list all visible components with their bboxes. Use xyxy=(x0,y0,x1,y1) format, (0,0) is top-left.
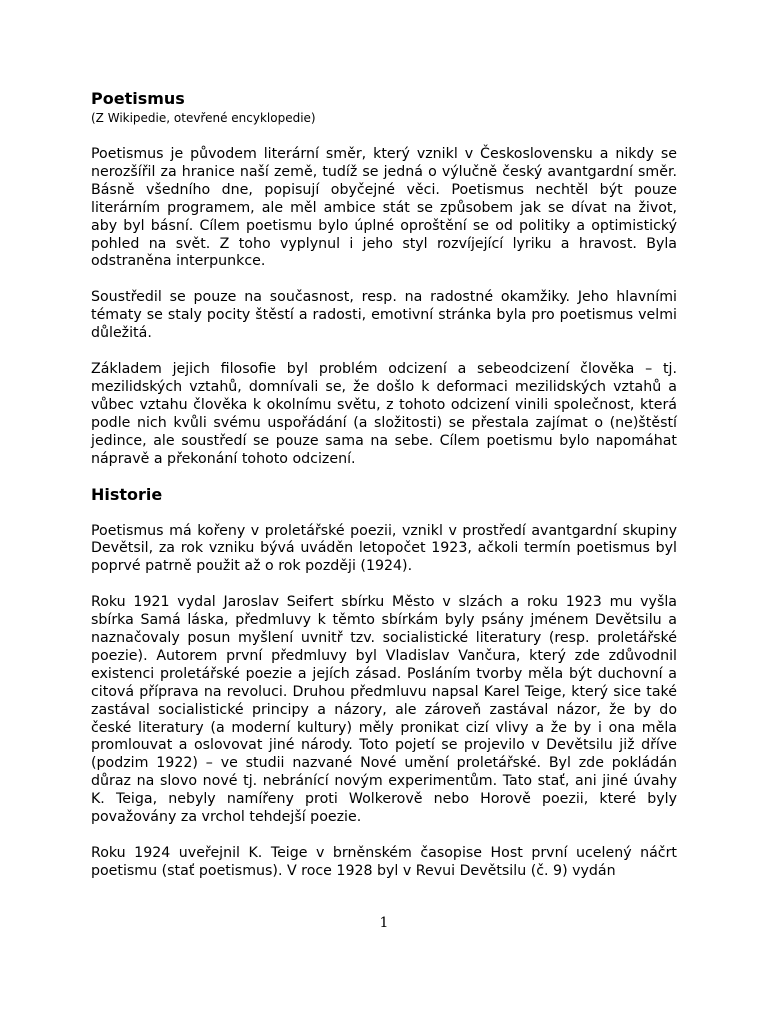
paragraph: Základem jejich filosofie byl problém odcizení a sebeodcizení člověka – tj. mezilidských vztahů, domnívali se, že došlo k deformaci mezilidských vztahů a vůbec vztahu člověka k okolnímu světu, z tohoto odcizení vinili společnost, která podle nich kvůli svému uspořádání (a složitosti) se přestala zajímat o (ne)štěstí jedince, ale soustředí se pouze sama na sebe. Cílem poetismu bylo napomáhat nápravě a překonání tohoto odcizení. xyxy=(91,361,677,467)
paragraph: Roku 1921 vydal Jaroslav Seifert sbírku Město v slzách a roku 1923 mu vyšla sbírka Samá láska, předmluvy k těmto sbírkám byly psány jménem Devětsilu a naznačovaly posun myšlení uvnitř tzv. socialistické literatury (resp. proletářské poezie). Autorem první předmluvy byl Vladislav Vančura, který zde zdůvodnil existenci proletářské poezie a jejích zásad. Posláním tvorby měla být duchovní a citová příprava na revoluci. Druhou předmluvu napsal Karel Teige, který sice také zastával socialistické principy a názory, ale zároveň zastával názor, že by do české literatury (a moderní kultury) měly pronikat cizí vlivy a že by i ona měla promlouvat a oslovovat jiné národy. Toto pojetí se projevilo v Devětsilu již dříve (podzim 1922) – ve studii nazvané Nové umění proletářské. Byl zde pokládán důraz na slovo nové tj. nebránící novým experimentům. Tato stať, ani jiné úvahy K. Teiga, nebyly namířeny proti Wolkerově nebo Horově poezii, které byly považovány za vrchol tehdejší poezie. xyxy=(91,594,677,826)
paragraph: Poetismus má kořeny v proletářské poezii, vznikl v prostředí avantgardní skupiny Devětsil, za rok vzniku bývá uváděn letopočet 1923, ačkoli termín poetismus byl poprvé patrně použit až o rok později (1924). xyxy=(91,522,677,575)
paragraph: Poetismus je původem literární směr, který vznikl v Československu a nikdy se nerozšířil za hranice naší země, tudíž se jedná o výlučně český avantgardní směr. Básně všedního dne, popisují obyčejné věci. Poetismus nechtěl být pouze literárním programem, ale měl ambice stát se způsobem jak se dívat na život, aby byl básní. Cílem poetismu bylo úplné oproštění se od politiky a optimistický pohled na svět. Z toho vyplynul i jeho styl rozvíjející lyriku a hravost. Byla odstraněna interpunkce. xyxy=(91,146,677,270)
article-subtitle: (Z Wikipedie, otevřené encyklopedie) xyxy=(91,111,316,125)
paragraph: Soustředil se pouze na současnost, resp. na radostné okamžiky. Jeho hlavními tématy se staly pocity štěstí a radosti, emotivní stránka byla pro poetismus velmi důležitá. xyxy=(91,289,677,342)
section-heading: Historie xyxy=(91,484,163,504)
page-number: 1 xyxy=(379,915,389,931)
document-page xyxy=(91,90,677,881)
article-title: Poetismus xyxy=(91,89,185,108)
paragraph: Roku 1924 uveřejnil K. Teige v brněnském časopise Host první ucelený náčrt poetismu (stať poetismus). V roce 1928 byl v Revui Devětsilu (č. 9) vydán xyxy=(91,845,677,879)
